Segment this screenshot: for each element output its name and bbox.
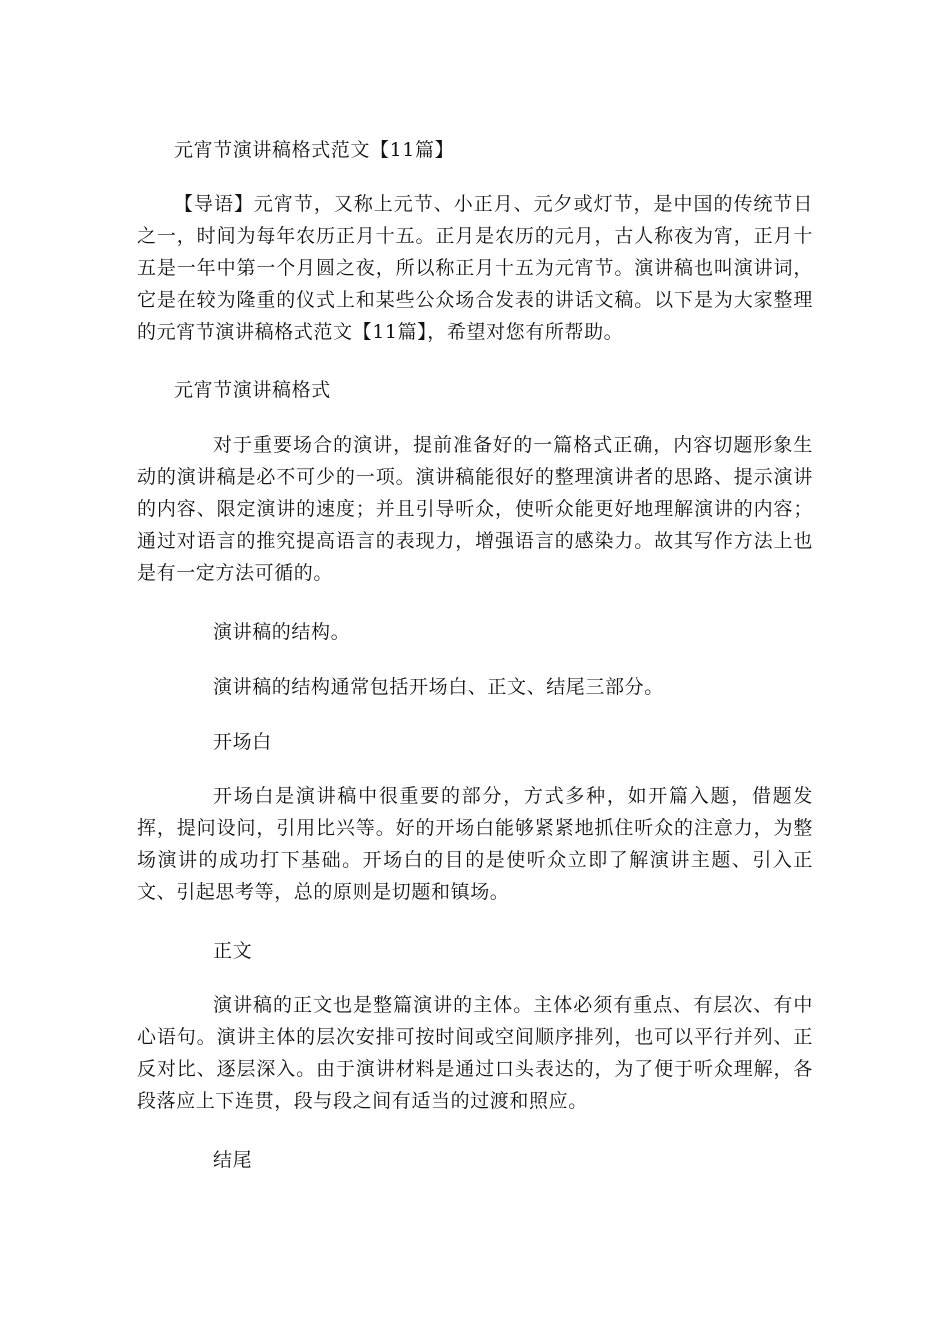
section-heading: 元宵节演讲稿格式 bbox=[174, 379, 331, 401]
subheading-ending: 结尾 bbox=[213, 1149, 253, 1171]
body-paragraph-format: 对于重要场合的演讲，提前准备好的一篇格式正确，内容切题形象生动的演讲稿是必不可少的一项。演讲稿能很好的整理演讲者的思路、提示演讲的内容、限定演讲的速度；并且引导听众，使听众能更好地理解演讲的内容；通过对语言的推究提高语言的表现力，增强语言的感染力。故其写作方法上也是有一定方法可循的。 bbox=[137, 434, 813, 584]
document-title: 元宵节演讲稿格式范文【11篇】 bbox=[174, 139, 455, 161]
body-paragraph-opening: 开场白是演讲稿中很重要的部分，方式多种，如开篇入题，借题发挥，提问设问，引用比兴等。好的开场白能够紧紧地抓住听众的注意力，为整场演讲的成功打下基础。开场白的目的是使听众立即了解演讲主题、引入正文、引起思考等，总的原则是切题和镇场。 bbox=[137, 785, 813, 903]
intro-paragraph: 【导语】元宵节，又称上元节、小正月、元夕或灯节，是中国的传统节日之一，时间为每年农历正月十五。正月是农历的元月，古人称夜为宵，正月十五是一年中第一个月圆之夜，所以称正月十五为元宵节。演讲稿也叫演讲词，它是在较为隆重的仪式上和某些公众场合发表的讲话文稿。以下是为大家整理的元宵节演讲稿格式范文【11篇】，希望对您有所帮助。 bbox=[137, 193, 813, 343]
body-paragraph-parts: 演讲稿的结构通常包括开场白、正文、结尾三部分。 bbox=[213, 676, 664, 698]
subheading-opening: 开场白 bbox=[213, 731, 272, 753]
body-paragraph-structure: 演讲稿的结构。 bbox=[213, 621, 351, 643]
body-paragraph-main-body: 演讲稿的正文也是整篇演讲的主体。主体必须有重点、有层次、有中心语句。演讲主体的层次安排可按时间或空间顺序排列，也可以平行并列、正反对比、逐层深入。由于演讲材料是通过口头表达的，为了便于听众理解，各段落应上下连贯，段与段之间有适当的过渡和照应。 bbox=[137, 994, 813, 1112]
subheading-main-body: 正文 bbox=[213, 940, 253, 962]
